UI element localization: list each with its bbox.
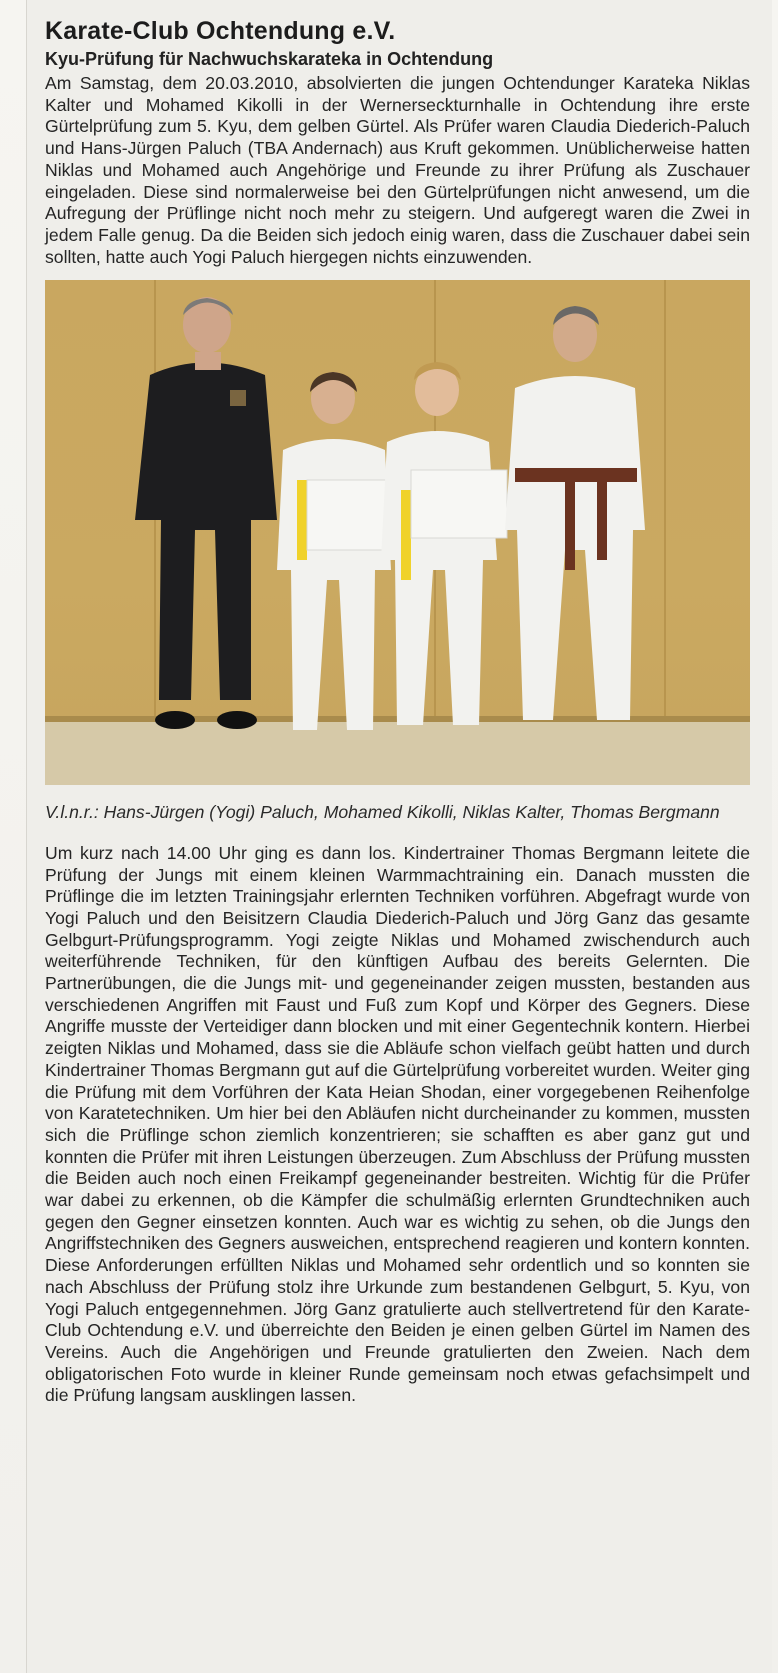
- person-thomas: [505, 306, 645, 720]
- photo-caption: V.l.n.r.: Hans-Jürgen (Yogi) Paluch, Mohamed Kikolli, Niklas Kalter, Thomas Bergmann: [45, 802, 720, 823]
- person-niklas: [381, 362, 507, 725]
- photo-illustration: [45, 280, 750, 785]
- group-photo: [45, 280, 750, 785]
- article-title: Karate-Club Ochtendung e.V.: [45, 17, 396, 45]
- article-body: Um kurz nach 14.00 Uhr ging es dann los. Kindertrainer Thomas Bergmann leitete die Prüfung der Jungs mit einem kleinen Warmmachtraining ein. Danach mussten die Prüflinge die im letzten Trainingsjahr erlernten Techniken vorführen. Abgefragt wurde von Yogi Paluch und den Beisitzern Claudia Diederich-Paluch und Jörg Ganz das gesamte Gelbgurt-Prüfungsprogramm. Yogi zeigte Niklas und Mohamed zwischendurch auch weiterführende Techniken, für den künftigen Aufbau des bereits Gelernten. Die Partnerübungen, die die Jungs mit- und gegeneinander zeigen mussten, bestanden aus verschiedenen Angriffen mit Faust und Fuß zum Kopf und Körper des Gegners. Diese Angriffe musste der Verteidiger dann blocken und mit einer Gegentechnik kontern. Hierbei zeigten Niklas und Mohamed, dass sie die Abläufe schon vielfach geübt hatten und durch Kindertrainer Thomas Bergmann gut auf die Gürtelprüfung vorbereitet wurden. Weiter ging die Prüfung mit dem Vorführen der Kata Heian Shodan, einer vorgegebenen Reihenfolge von Karatetechniken. Um hier bei den Abläufen nicht durcheinander zu kommen, mussten sich die Prüflinge schon ziemlich konzentrieren; sie schafften es aber ganz gut und konnten die Prüfer mit ihren Leistungen überzeugen. Zum Abschluss der Prüfung mussten die Beiden auch noch einen Freikampf gegeneinander bestreiten. Wichtig für die Prüfer war dabei zu erkennen, ob die Kämpfer die schulmäßig erlernten Grundtechniken auch gegen den Gegner einsetzen konnten. Auch war es wichtig zu sehen, ob die Jungs den Angriffstechniken des Gegners ausweichen, entsprechend reagieren und kontern konnten. Diese Anforderungen erfüllten Niklas und Mohamed sehr ordentlich und so konnten sie nach Abschluss der Prüfung stolz ihre Urkunde zum bestandenen Gelbgurt, 5. Kyu, von Yogi Paluch entgegennehmen. Jörg Ganz gratulierte auch stellvertretend für den Karate-Club Ochtendung e.V. und überreichte den Beiden je einen gelben Gürtel im Namen des Vereins. Auch die Angehörigen und Freunde gratulierten den Zweien. Nach dem obligatorischen Foto wurde in kleiner Runde gemeinsam noch etwas gefachsimpelt und die Prüfung langsam ausklingen lassen.: [45, 842, 750, 1406]
- article-subtitle: Kyu-Prüfung für Nachwuchskarateka in Ochtendung: [45, 49, 494, 69]
- article-intro: Am Samstag, dem 20.03.2010, absolvierten die jungen Ochtendunger Karateka Niklas Kalter und Mohamed Kikolli in der Wernerseckturnhalle in Ochtendung ihre erste Gürtelprüfung zum 5. Kyu, dem gelben Gürtel. Als Prüfer waren Claudia Diederich-Paluch und Hans-Jürgen Paluch (TBA Andernach) aus Kruft gekommen. Unüblicherweise hatten Niklas und Mohamed auch Angehörige und Freunde zu ihrer Prüfung als Zuschauer eingeladen. Diese sind normalerweise bei den Gürtelprüfungen nicht anwesend, um die Aufregung der Prüflinge nicht noch mehr zu steigern. Und aufgeregt waren die Zwei in jedem Falle genug. Da die Beiden sich jedoch einig waren, dass die Zuschauer dabei sein sollten, hatte auch Yogi Paluch hiergegen nichts einzuwenden.: [45, 73, 750, 267]
- article: [45, 16, 750, 1407]
- person-black-tracksuit: [135, 297, 277, 729]
